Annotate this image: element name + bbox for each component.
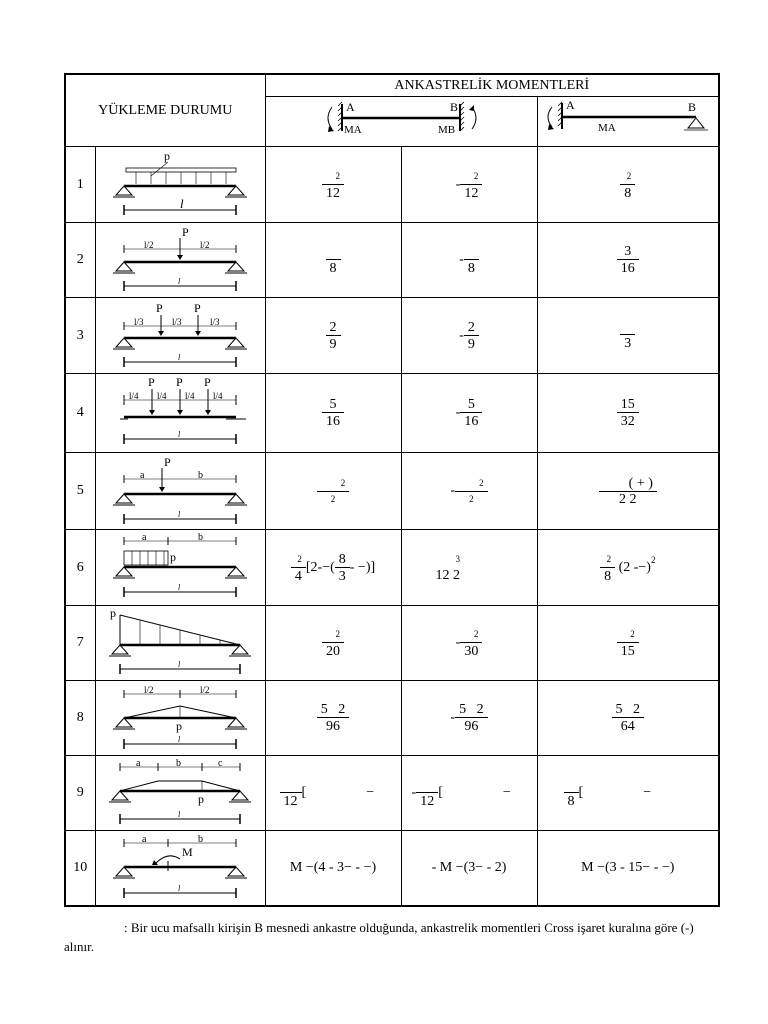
diagram-label: l/3	[172, 316, 182, 327]
diagram-label: l/2	[144, 684, 154, 695]
diagram-label: l	[178, 734, 181, 744]
center-point-load-diagram	[95, 223, 265, 298]
fixed-fixed-moment-a: 12 [ −	[265, 756, 401, 831]
table-row	[65, 681, 719, 756]
fixed-fixed-moment-b: - $\frac{2}{9}$	[401, 298, 537, 374]
fixed-fixed-beam-svg	[266, 97, 538, 141]
beam-diagram-svg	[96, 148, 264, 222]
fixed-fixed-moment-a: $\frac{2}{12}$	[265, 147, 401, 223]
diagram-label: P	[204, 374, 211, 389]
fixed-fixed-moment-a: M −(4 - 3− - −)	[265, 831, 401, 906]
row-number: 2	[65, 223, 95, 298]
fixed-fixed-moment-a: $\frac{5 2}{96}$	[265, 681, 401, 756]
row-number: 6	[65, 530, 95, 606]
beam-diagram-svg	[96, 757, 264, 830]
loading-case-header: YÜKLEME DURUMU	[65, 74, 265, 147]
diagram-label: l/4	[157, 390, 167, 401]
diagram-label: l/4	[213, 390, 223, 401]
diagram-label: l/2	[144, 239, 154, 250]
diagram-label: l/4	[129, 390, 139, 401]
diagram-label: b	[198, 469, 203, 481]
diagram-label: l	[178, 809, 181, 819]
fixed-fixed-moment-a: $\frac{2}{2}$	[265, 453, 401, 530]
beam-diagram-svg	[96, 682, 264, 755]
row-number: 5	[65, 453, 95, 530]
diagram-label: P	[176, 374, 183, 389]
three-point-loads-diagram	[95, 374, 265, 453]
fixed-pinned-moment-a: 8 [ −	[537, 756, 719, 831]
fixed-fixed-moment-b: - 12 [ −	[401, 756, 537, 831]
row-number: 9	[65, 756, 95, 831]
fixed-fixed-moment-a: $\frac{5}{16}$	[265, 374, 401, 453]
beam-diagram-svg	[96, 375, 264, 452]
diagram-label: b	[198, 531, 203, 543]
triangular-load-diagram	[95, 606, 265, 681]
partial-uniform-load-diagram	[95, 530, 265, 606]
fixed-pinned-moment-a: $\frac{( + )}{2 2}$	[537, 453, 719, 530]
diagram-label: P	[156, 300, 163, 315]
table-row	[65, 223, 719, 298]
fixed-pinned-beam-diagram	[537, 97, 719, 147]
table-row	[65, 606, 719, 681]
fixed-pinned-moment-a: 3	[537, 298, 719, 374]
fixed-fixed-moment-a: $\frac{2}{20}$	[265, 606, 401, 681]
diagram-label: l/2	[200, 239, 210, 250]
diagram-label: l	[178, 509, 181, 519]
symmetric-triangular-load-diagram	[95, 681, 265, 756]
table-row	[65, 453, 719, 530]
node-b-label: B	[449, 100, 458, 114]
diagram-label: b	[198, 834, 203, 846]
row-number: 4	[65, 374, 95, 453]
fixed-pinned-moment-a: $\frac{2}{8}$	[537, 147, 719, 223]
row-number: 3	[65, 298, 95, 374]
moment-a-label: MA	[343, 124, 362, 136]
diagram-label: a	[140, 469, 145, 481]
beam-diagram-svg	[96, 299, 264, 373]
table-row	[65, 374, 719, 453]
diagram-label: l	[178, 276, 181, 286]
fixed-fixed-beam-diagram	[265, 97, 537, 147]
diagram-label: l/2	[200, 684, 210, 695]
fixed-pinned-moment-a: $\frac{2}{8}$ (2 -−)$^2$	[537, 530, 719, 606]
row-number: 1	[65, 147, 95, 223]
diagram-label: P	[194, 300, 201, 315]
diagram-label: l	[178, 429, 181, 439]
table-row	[65, 756, 719, 831]
diagram-label: l/3	[210, 316, 220, 327]
diagram-label: p	[110, 606, 116, 620]
fixed-end-moments-table	[64, 73, 718, 907]
moment-a-label-2: MA	[597, 122, 616, 134]
table-row	[65, 298, 719, 374]
row-number: 7	[65, 606, 95, 681]
row-number: 8	[65, 681, 95, 756]
diagram-label: M	[182, 845, 193, 860]
fixed-fixed-moment-a: $\frac{2}{9}$	[265, 298, 401, 374]
diagram-label: p	[176, 718, 182, 733]
beam-diagram-svg	[96, 831, 264, 904]
diagram-label: P	[164, 454, 171, 469]
beam-diagram-svg	[96, 224, 264, 297]
fixed-pinned-moment-a: $\frac{3}{16}$	[537, 223, 719, 298]
diagram-label: a	[142, 531, 147, 543]
two-point-loads-diagram	[95, 298, 265, 374]
fixed-fixed-moment-b: - $\frac{2}{12}$	[401, 147, 537, 223]
diagram-label: b	[176, 757, 181, 769]
node-b-label-2: B	[687, 100, 696, 114]
diagram-label: a	[136, 757, 141, 769]
moments-title: ANKASTRELİK MOMENTLERİ	[265, 74, 719, 97]
diagram-label: p	[198, 791, 204, 806]
fixed-pinned-moment-a: $\frac{2}{15}$	[537, 606, 719, 681]
moment-b-label: MB	[437, 124, 455, 136]
moments-table	[64, 73, 720, 907]
node-a-label: A	[345, 100, 355, 114]
beam-diagram-svg	[96, 607, 264, 680]
diagram-label: l/3	[134, 316, 144, 327]
fixed-fixed-moment-b: - 8	[401, 223, 537, 298]
diagram-label: l/4	[185, 390, 195, 401]
fixed-fixed-moment-b: - $\frac{5}{16}$	[401, 374, 537, 453]
beam-diagram-svg	[96, 454, 264, 529]
diagram-label: P	[182, 224, 189, 239]
fixed-fixed-moment-a: $\frac{2}{4}$ [2-−( $\frac{8}{3}$ - −)]	[265, 530, 401, 606]
trapezoidal-load-diagram	[95, 756, 265, 831]
row-number: 10	[65, 831, 95, 906]
diagram-label: p	[170, 549, 176, 564]
fixed-pinned-moment-a: $\frac{15}{32}$	[537, 374, 719, 453]
table-row	[65, 530, 719, 606]
node-a-label-2: A	[565, 98, 575, 112]
diagram-label: l	[178, 884, 181, 894]
uniform-load-diagram	[95, 147, 265, 223]
diagram-label: a	[142, 834, 147, 846]
diagram-label: p	[164, 148, 170, 163]
fixed-fixed-moment-b: - $\frac{5 2}{96}$	[401, 681, 537, 756]
fixed-fixed-moment-b: - $\frac{2}{30}$	[401, 606, 537, 681]
eccentric-point-load-diagram	[95, 453, 265, 530]
diagram-label: l	[178, 582, 181, 592]
footnote: : Bir ucu mafsallı kirişin B mesnedi ankastre olduğunda, ankastrelik momentleri Cross işaret kuralına göre (-) alınır.	[64, 920, 694, 954]
fixed-fixed-moment-a: 8	[265, 223, 401, 298]
fixed-fixed-moment-b: - $\frac{2}{2}$	[401, 453, 537, 530]
diagram-label: l	[180, 195, 184, 211]
table-row	[65, 147, 719, 223]
fixed-pinned-moment-a: M −(3 - 15− - −)	[537, 831, 719, 906]
concentrated-moment-diagram	[95, 831, 265, 906]
diagram-label: P	[148, 374, 155, 389]
diagram-label: l	[178, 659, 181, 669]
table-row	[65, 831, 719, 906]
fixed-pinned-moment-a: $\frac{5 2}{64}$	[537, 681, 719, 756]
diagram-label: c	[218, 757, 223, 769]
diagram-label: l	[178, 352, 181, 362]
fixed-fixed-moment-b: - M −(3− - 2)	[401, 831, 537, 906]
beam-diagram-svg	[96, 531, 264, 605]
fixed-pinned-beam-svg	[538, 97, 718, 141]
fixed-fixed-moment-b: 3 12 2	[401, 530, 537, 606]
